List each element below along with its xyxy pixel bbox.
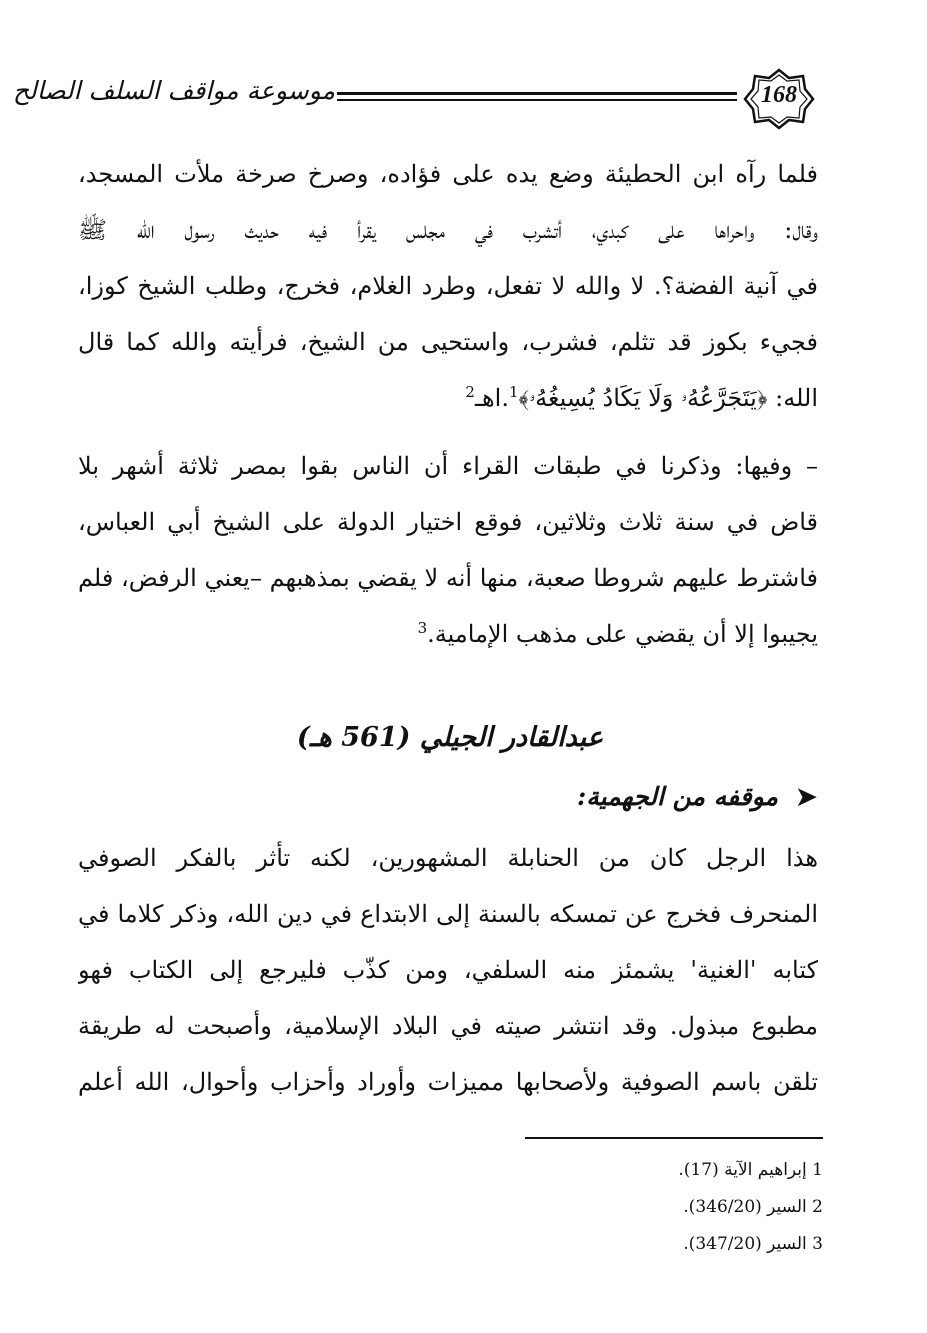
text-line: هذا الرجل كان من الحنابلة المشهورين، لكنه تأثر بالفكر الصوفي: [78, 844, 818, 872]
footnote-ref-1: 1: [508, 383, 519, 401]
text-line: وقال: واحراها على كبدي، أتشرب في مجلس يقرأ فيه حديث رسول الله ﷺ: [78, 216, 818, 244]
section-heading: عبدالقادر الجيلي (561 هـ): [296, 722, 604, 753]
paragraph-2-end: يجيبوا إلا أن يقضي على مذهب الإمامية.: [427, 620, 818, 648]
text-line: كتابه 'الغنية' يشمئز منه السلفي، ومن كذّب فليرجع إلى الكتاب فهو: [78, 956, 818, 984]
footnote-3: 3 السير (347/20).: [683, 1234, 823, 1254]
page-number-badge: [743, 68, 815, 130]
page-header: [12, 68, 815, 130]
quran-quote: الله: ﴿يَتَجَرَّعُهُۥ وَلَا يَكَادُ يُسِيغُهُۥ﴾: [518, 384, 818, 412]
text-line: [78, 606, 818, 662]
subheading-text: موقفه من الجهمية:: [577, 782, 779, 811]
subheading: [417, 782, 817, 811]
header-rule-thick: [337, 92, 737, 95]
footnote-1: 1 إبراهيم الآية (17).: [678, 1160, 823, 1180]
text-line: قاض في سنة ثلاث وثلاثين، فوقع اختيار الدولة على الشيخ أبي العباس،: [78, 508, 818, 536]
quran-quote-line: [78, 370, 818, 426]
text-line: فجيء بكوز قد تثلم، فشرب، واستحيى من الشيخ، فرأيته والله كما قال: [78, 328, 818, 356]
text-line: تلقن باسم الصوفية ولأصحابها مميزات وأوراد وأحزاب وأحوال، الله أعلم: [78, 1068, 818, 1096]
text-line: في آنية الفضة؟. لا والله لا تفعل، وطرد الغلام، فخرج، وطلب الشيخ كوزا،: [78, 272, 818, 300]
footnote-ref-2: 2: [465, 383, 475, 401]
header-rule-thin: [337, 99, 737, 101]
text-line: – وفيها: وذكرنا في طبقات القراء أن الناس بقوا بمصر ثلاثة أشهر بلا: [78, 452, 818, 480]
text-line: مطبوع مبذول. وقد انتشر صيته في البلاد الإسلامية، وأصبحت له طريقة: [78, 1012, 818, 1040]
paragraph-1: [78, 146, 818, 426]
quote-suffix: .اهـ: [474, 384, 509, 412]
footnote-divider: [525, 1137, 823, 1139]
text-line: المنحرف فخرج عن تمسكه بالسنة إلى الابتداع في دين الله، وذكر كلاما في: [78, 900, 818, 928]
footnote-2: 2 السير (346/20).: [683, 1197, 823, 1217]
text-line: فلما رآه ابن الحطيئة وضع يده على فؤاده، وصرخ صرخة ملأت المسجد،: [78, 160, 818, 188]
arrow-icon: ➤: [796, 782, 817, 811]
page-number: 168: [761, 82, 797, 108]
paragraph-2: [78, 438, 818, 662]
text-line: فاشترط عليهم شروطا صعبة، منها أنه لا يقضي بمذهبهم –يعني الرفض، فلم: [78, 564, 818, 592]
book-title: موسوعة مواقف السلف الصالح: [12, 76, 335, 105]
footnote-ref-3: 3: [417, 619, 428, 637]
paragraph-3: [78, 830, 818, 1110]
footnotes: [403, 1152, 823, 1263]
